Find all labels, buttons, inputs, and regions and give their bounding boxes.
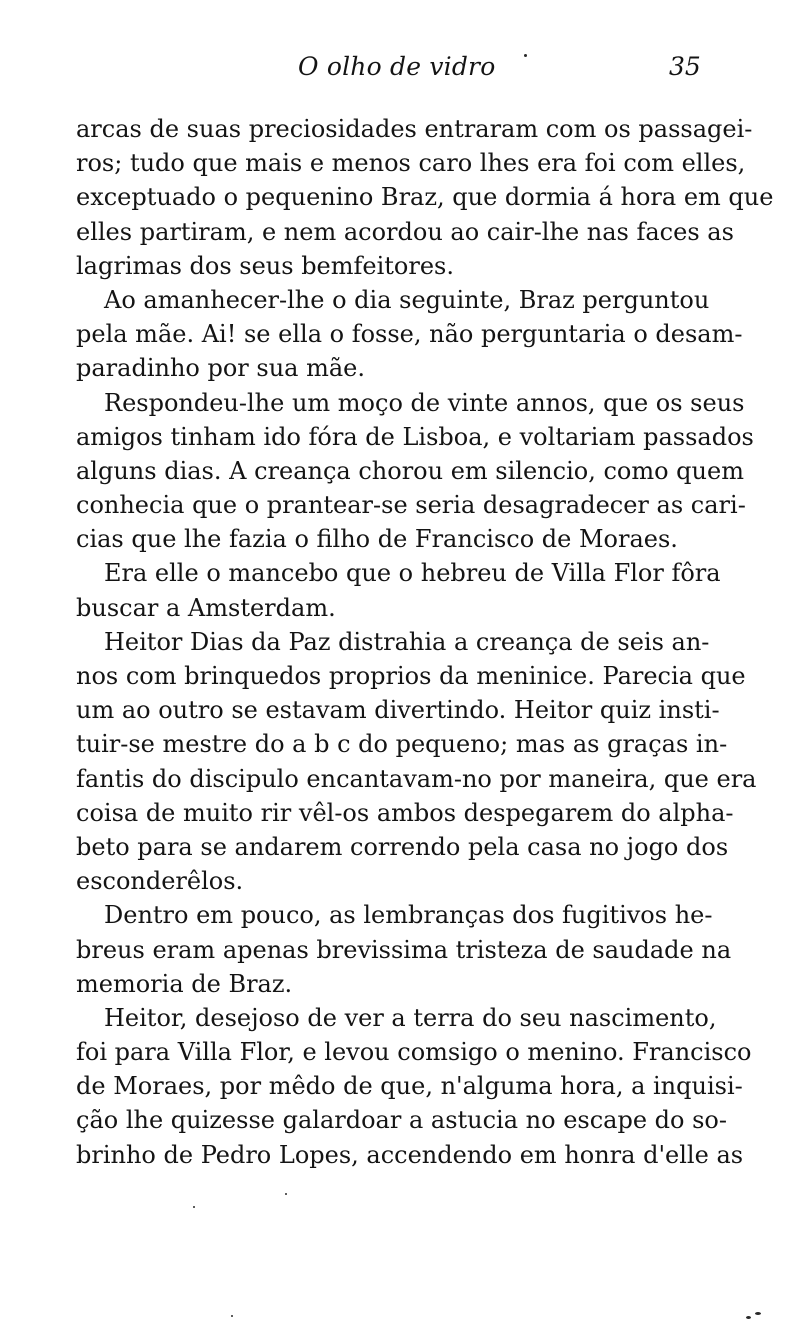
text-line: Ao amanhecer-lhe o dia seguinte, Braz perguntou bbox=[104, 285, 710, 314]
text-line: cias que lhe fazia o filho de Francisco de Moraes. bbox=[76, 525, 678, 554]
text-line: memoria de Braz. bbox=[76, 969, 293, 998]
page-number: 35 bbox=[669, 52, 701, 81]
text-line: de Moraes, por mêdo de que, n'alguma hora, a inquisi- bbox=[76, 1072, 743, 1101]
text-line: tuir-se mestre do a b c do pequeno; mas as graças in- bbox=[76, 730, 728, 759]
text-line: Heitor Dias da Paz distrahia a creança de seis an- bbox=[104, 627, 710, 656]
text-line: amigos tinham ido fóra de Lisboa, e voltariam passados bbox=[76, 422, 754, 451]
paragraph bbox=[76, 1001, 752, 1172]
paragraph bbox=[76, 283, 743, 386]
scan-speck bbox=[193, 1206, 195, 1208]
scan-speck bbox=[755, 1312, 761, 1315]
chapter-title: O olho de vidro bbox=[298, 52, 496, 81]
paragraph bbox=[76, 556, 721, 624]
text-line: arcas de suas preciosidades entraram com os passagei- bbox=[76, 115, 753, 143]
text-line: beto para se andarem correndo pela casa no jogo dos bbox=[76, 832, 729, 861]
scan-speck bbox=[746, 1316, 751, 1319]
text-line: Dentro em pouco, as lembranças dos fugitivos he- bbox=[104, 901, 713, 930]
text-line: fantis do discipulo encantavam-no por maneira, que era bbox=[76, 764, 757, 793]
scan-speck bbox=[231, 1315, 233, 1317]
text-line: ros; tudo que mais e menos caro lhes era foi com elles, bbox=[76, 149, 746, 178]
paragraph bbox=[76, 898, 732, 1001]
text-line: elles partiram, e nem acordou ao cair-lhe nas faces as bbox=[76, 217, 734, 246]
text-line: paradinho por sua mãe. bbox=[76, 354, 366, 383]
text-line: breus eram apenas brevissima tristeza de saudade na bbox=[76, 935, 732, 964]
paragraph bbox=[76, 625, 757, 899]
text-line: ção lhe quizesse galardoar a astucia no escape do so- bbox=[76, 1106, 727, 1135]
text-line: brinho de Pedro Lopes, accendendo em honra d'elle as bbox=[76, 1140, 744, 1169]
text-line: conhecia que o prantear-se seria desagradecer as cari- bbox=[76, 491, 746, 520]
text-line: Heitor, desejoso de ver a terra do seu nascimento, bbox=[104, 1003, 717, 1032]
body-text bbox=[76, 112, 774, 1172]
text-line: pela mãe. Ai! se ella o fosse, não perguntaria o desam- bbox=[76, 320, 743, 349]
text-line: foi para Villa Flor, e levou comsigo o menino. Francisco bbox=[76, 1038, 752, 1067]
text-line: buscar a Amsterdam. bbox=[76, 593, 336, 622]
paragraph bbox=[76, 386, 754, 557]
text-line: Respondeu-lhe um moço de vinte annos, que os seus bbox=[104, 388, 745, 417]
text-line: coisa de muito rir vêl-os ambos despegarem do alpha- bbox=[76, 798, 734, 827]
scan-speck bbox=[524, 54, 527, 57]
paragraph bbox=[76, 112, 774, 283]
running-header bbox=[0, 52, 800, 86]
text-line: lagrimas dos seus bemfeitores. bbox=[76, 251, 454, 280]
scan-speck bbox=[285, 1193, 287, 1195]
text-line: um ao outro se estavam divertindo. Heitor quiz insti- bbox=[76, 696, 720, 725]
text-line: Era elle o mancebo que o hebreu de Villa Flor fôra bbox=[104, 559, 721, 588]
text-line: nos com brinquedos proprios da meninice. Parecia que bbox=[76, 662, 746, 690]
text-line: alguns dias. A creança chorou em silencio, como quem bbox=[76, 456, 744, 485]
text-line: exceptuado o pequenino Braz, que dormia á hora em que bbox=[76, 183, 774, 212]
text-line: esconderêlos. bbox=[76, 867, 244, 896]
